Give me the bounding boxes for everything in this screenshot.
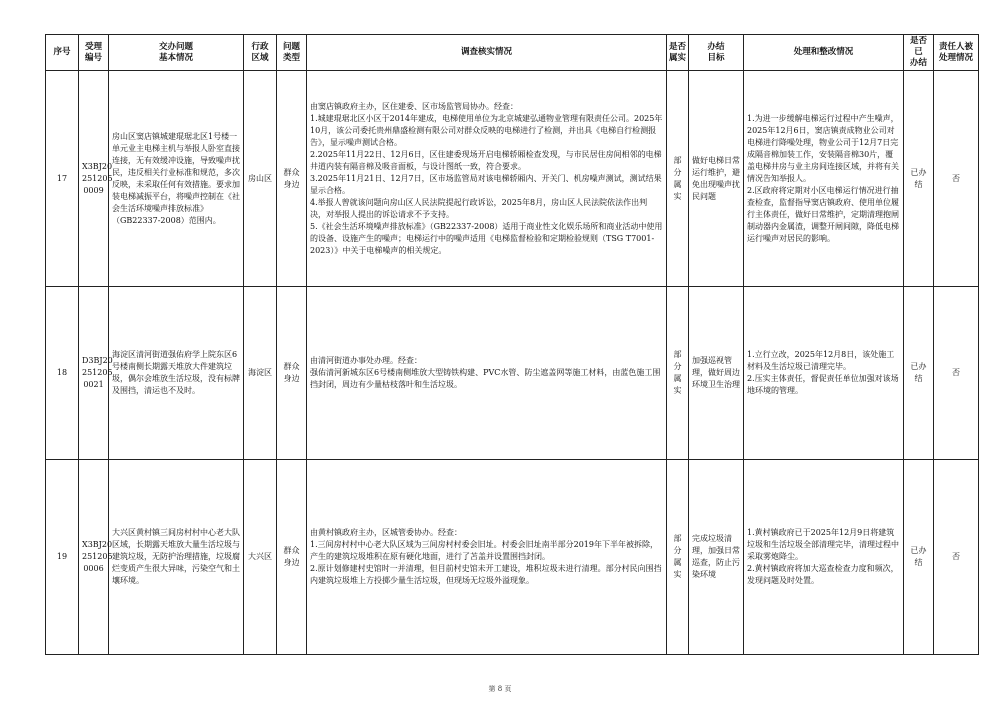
header-seq: 序号 [46,35,79,71]
page-number: 第 8 页 [488,685,512,693]
header-handling: 处理和整改情况 [744,35,904,71]
header-issue: 交办问题 基本情况 [109,35,244,71]
cell-seq: 17 [46,71,79,287]
cell-acceptance-no: D3BJ20 251205 0021 [79,287,109,460]
header-acceptance-no: 受理 编号 [79,35,109,71]
header-verified: 是否 属实 [667,35,689,71]
cell-goal: 加强巡视管理，做好周边环境卫生治理 [689,287,744,460]
cell-issue-type: 群众 身边 [277,460,307,655]
cell-district: 大兴区 [244,460,277,655]
cell-issue: 海淀区清河街道强佑府学上院东区6号楼南侧长期露天堆放大件建筑垃圾，偶尔会堆放生活垃圾，没有标牌及围挡，清运也不及时。 [109,287,244,460]
table-row [46,287,979,460]
cell-issue: 大兴区黄村镇三间房村村中心老大队区域，长期露天堆放大量生活垃圾与建筑垃圾，无防护治理措施，垃圾腐烂变质产生很大异味，污染空气和土壤环境。 [109,460,244,655]
cell-investigation: 由窦店镇政府主办，区住建委、区市场监管局协办。经查： 1.城建琨琚北区小区于2014年建成，电梯使用单位为北京城建弘通物业管理有限责任公司。2025年10月，该公司委托贵州鼎盛检测有限公司对群众反映的电梯进行了检测，并出具《电梯自行检测报告》，显示噪声测试合格。 2.2025年11月22日、12月6日，区住建委现场开启电梯轿厢检查发现，与市民居住房间相邻的电梯井道内装有隔音棉及吸音面板，与设计图纸一致，符合要求。 3.2025年11月21日、12月7日，区市场监管局对该电梯轿厢内、开关门、机房噪声测试，测试结果显示合格。 4.举报人曾就该问题向房山区人民法院提起行政诉讼，2025年8月，房山区人民法院依法作出判决，对举报人提出的诉讼请求不予支持。 5.《社会生活环境噪声排放标准》（GB22337-2008）适用于商业性文化娱乐场所和商业活动中使用的设备、设施产生的噪声；电梯运行中的噪声适用《电梯监督检验和定期检验规则（TSG T7001-2023）》中关于电梯噪声的相关规定。 [307,71,667,287]
cell-investigation: 由清河街道办事处办理。经查： 强佑清河新城东区6号楼南侧堆放大型铸铁构建、PVC水管、防尘遮盖网等施工材料，由蓝色施工围挡封闭，周边有少量枯枝落叶和生活垃圾。 [307,287,667,460]
cell-goal: 做好电梯日常运行维护，避免出现噪声扰民问题 [689,71,744,287]
cell-verified: 部分 属实 [667,71,689,287]
cell-accountable: 否 [934,460,979,655]
case-table [45,34,979,655]
cell-verified: 部分 属实 [667,287,689,460]
cell-acceptance-no: X3BJ20 251205 0006 [79,460,109,655]
cell-handling: 1.立行立改，2025年12月8日，该处施工材料及生活垃圾已清理完毕。 2.压实主体责任，督促责任单位加强对该场地环境的管理。 [744,287,904,460]
cell-acceptance-no: X3BJ20 251205 0009 [79,71,109,287]
table-header-row [46,35,979,71]
cell-accountable: 否 [934,71,979,287]
table-row [46,460,979,655]
header-accountable: 责任人被 处理情况 [934,35,979,71]
header-district: 行政 区域 [244,35,277,71]
cell-handling: 1.黄村镇政府已于2025年12月9日将建筑垃圾和生活垃圾全部清理完毕，清理过程中采取雾炮降尘。 2.黄村镇政府将加大巡查检查力度和频次，发现问题及时处置。 [744,460,904,655]
cell-district: 海淀区 [244,287,277,460]
cell-investigation: 由黄村镇政府主办，区城管委协办。经查： 1.三间房村村中心老大队区域为三间房村村委会旧址。村委会旧址南半部分2019年下半年被拆除，产生的建筑垃圾堆积在原有硬化地面，进行了苫盖并设置围挡封闭。 2.原计划修建村史馆时一并清理，但目前村史馆未开工建设，堆积垃圾未进行清理。部分村民向围挡内建筑垃圾堆上方投掷少量生活垃圾，但现场无垃圾外溢现象。 [307,460,667,655]
table-row [46,71,979,287]
cell-issue-type: 群众 身边 [277,71,307,287]
header-issue-type: 问题 类型 [277,35,307,71]
cell-handling: 1.为进一步缓解电梯运行过程中产生噪声，2025年12月6日，窦店镇责成物业公司对电梯进行降噪处理，物业公司于12月7日完成隔音棉加装工作，安装隔音棉30片，覆盖电梯井房与业主房间连接区域，并将有关情况告知举报人。 2.区政府将定期对小区电梯运行情况进行抽查检查，监督指导窦店镇政府、使用单位履行主体责任，做好日常维护，定期清理抱闸制动器内金属渣，调整开闸间隙，降低电梯运行噪声对居民的影响。 [744,71,904,287]
cell-verified: 部分 属实 [667,460,689,655]
cell-closed: 已办结 [904,460,934,655]
cell-accountable: 否 [934,287,979,460]
header-closed: 是否已 办结 [904,35,934,71]
cell-closed: 已办结 [904,71,934,287]
cell-district: 房山区 [244,71,277,287]
cell-goal: 完成垃圾清理，加强日常巡查，防止污染环境 [689,460,744,655]
header-investigation: 调查核实情况 [307,35,667,71]
cell-issue: 房山区窦店镇城建琨琚北区1号楼一单元业主电梯主机与举报人卧室直接连接，无有效缓冲设施，导致噪声扰民，违反相关行业标准和规范，多次反映，未采取任何有效措施。要求加装电梯减振平台，将噪声控制在《社会生活环境噪声排放标准》（GB22337-2008）范围内。 [109,71,244,287]
cell-issue-type: 群众 身边 [277,287,307,460]
cell-seq: 18 [46,287,79,460]
header-goal: 办结 目标 [689,35,744,71]
cell-seq: 19 [46,460,79,655]
cell-closed: 已办结 [904,287,934,460]
